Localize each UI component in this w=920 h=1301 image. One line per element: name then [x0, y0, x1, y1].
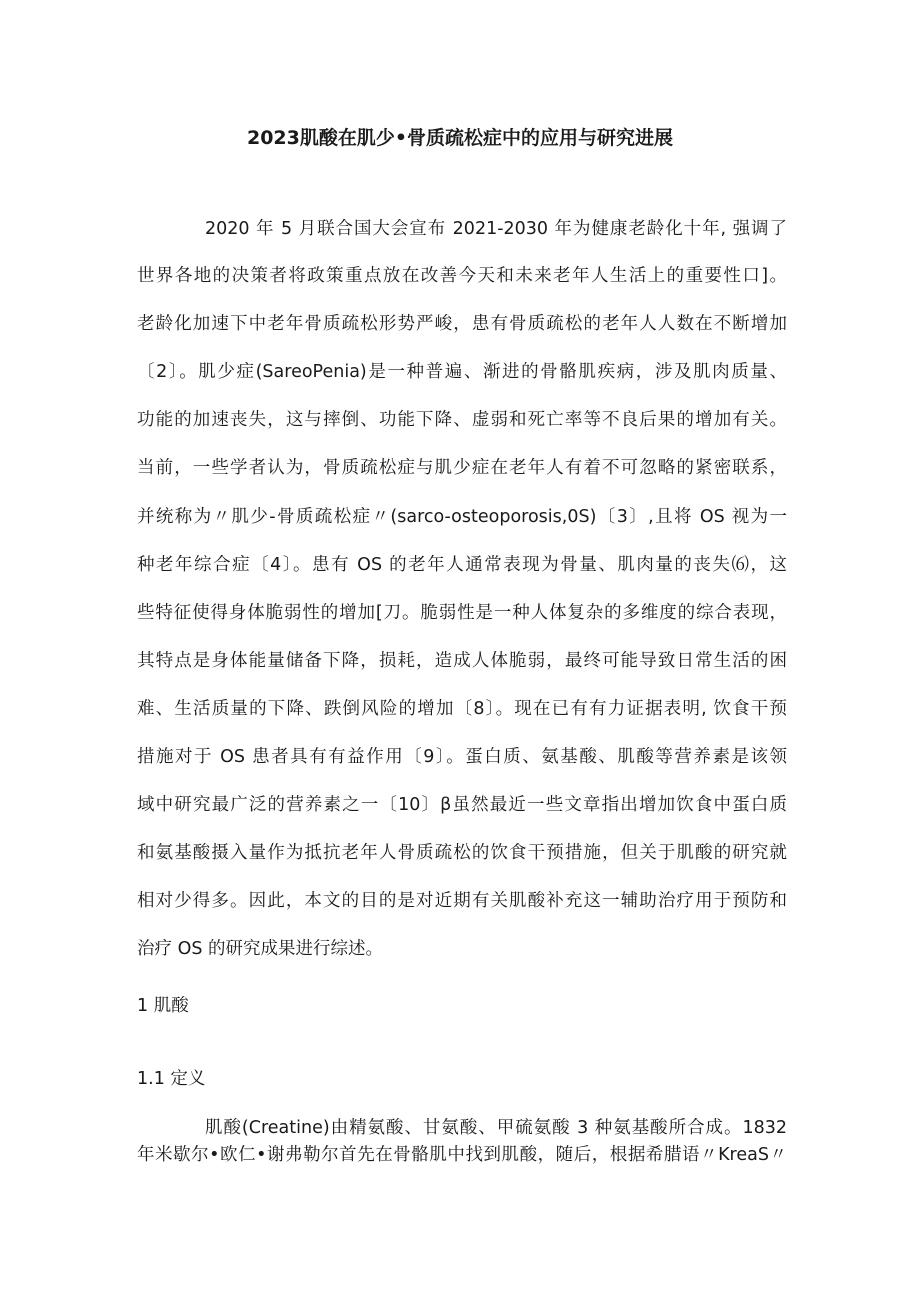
paragraph-line: 2020 年 5 月联合国大会宣布 2021-2030 年为健康老龄化十年, 强调了 — [205, 219, 787, 239]
paragraph-line: 老龄化加速下中老年骨质疏松形势严峻，患有骨质疏松的老年人人数在不断增加 — [137, 314, 787, 334]
paragraph-line: 相对少得多。因此，本文的目的是对近期有关肌酸补充这一辅助治疗用于预防和 — [137, 891, 787, 911]
paragraph-line: 措施对于 OS 患者具有有益作用〔9〕。蛋白质、氨基酸、肌酸等营养素是该领 — [137, 747, 787, 767]
paragraph-line: 世界各地的决策者将政策重点放在改善今天和未来老年人生活上的重要性口]。 — [137, 266, 787, 286]
paragraph-line: 种老年综合症〔4〕。患有 OS 的老年人通常表现为骨量、肌肉量的丧失⑹，这 — [137, 555, 787, 575]
paragraph-line: 当前，一些学者认为，骨质疏松症与肌少症在老年人有着不可忽略的紧密联系， — [137, 458, 787, 478]
paragraph-line: 功能的加速丧失，这与摔倒、功能下降、虚弱和死亡率等不良后果的增加有关。 — [137, 410, 787, 430]
paragraph-line: 肌酸(Creatine)由精氨酸、甘氨酸、甲硫氨酸 3 种氨基酸所合成。1832 — [205, 1118, 787, 1138]
paragraph-line: 和氨基酸摄入量作为抵抗老年人骨质疏松的饮食干预措施，但关于肌酸的研究就 — [137, 843, 787, 863]
paragraph-line: 〔2〕。肌少症(SareoPenia)是一种普遍、渐进的骨骼肌疾病，涉及肌肉质量、 — [137, 362, 787, 382]
paragraph-line: 年米歇尔•欧仁•谢弗勒尔首先在骨骼肌中找到肌酸，随后，根据希腊语〃KreaS〃 — [137, 1145, 787, 1165]
paragraph-line: 其特点是身体能量储备下降，损耗，造成人体脆弱，最终可能导致日常生活的困 — [137, 651, 787, 671]
paragraph-line: 并统称为〃肌少-骨质疏松症〃(sarco-osteoporosis,0S)〔3〕,且将 OS 视为一 — [137, 507, 787, 527]
document-title: 2023肌酸在肌少•骨质疏松症中的应用与研究进展 — [246, 127, 674, 149]
paragraph-line: 治疗 OS 的研究成果进行综述。 — [137, 939, 384, 959]
paragraph-line: 些特征使得身体脆弱性的增加[刀。脆弱性是一种人体复杂的多维度的综合表现， — [137, 603, 787, 623]
paragraph-line: 难、生活质量的下降、跌倒风险的增加〔8〕。现在已有有力证据表明, 饮食干预 — [137, 699, 787, 719]
subsection-heading: 1.1 定义 — [137, 1069, 206, 1089]
paragraph-line: 域中研究最广泛的营养素之一〔10〕β虽然最近一些文章指出增加饮食中蛋白质 — [137, 795, 787, 815]
section-heading: 1 肌酸 — [137, 996, 189, 1016]
